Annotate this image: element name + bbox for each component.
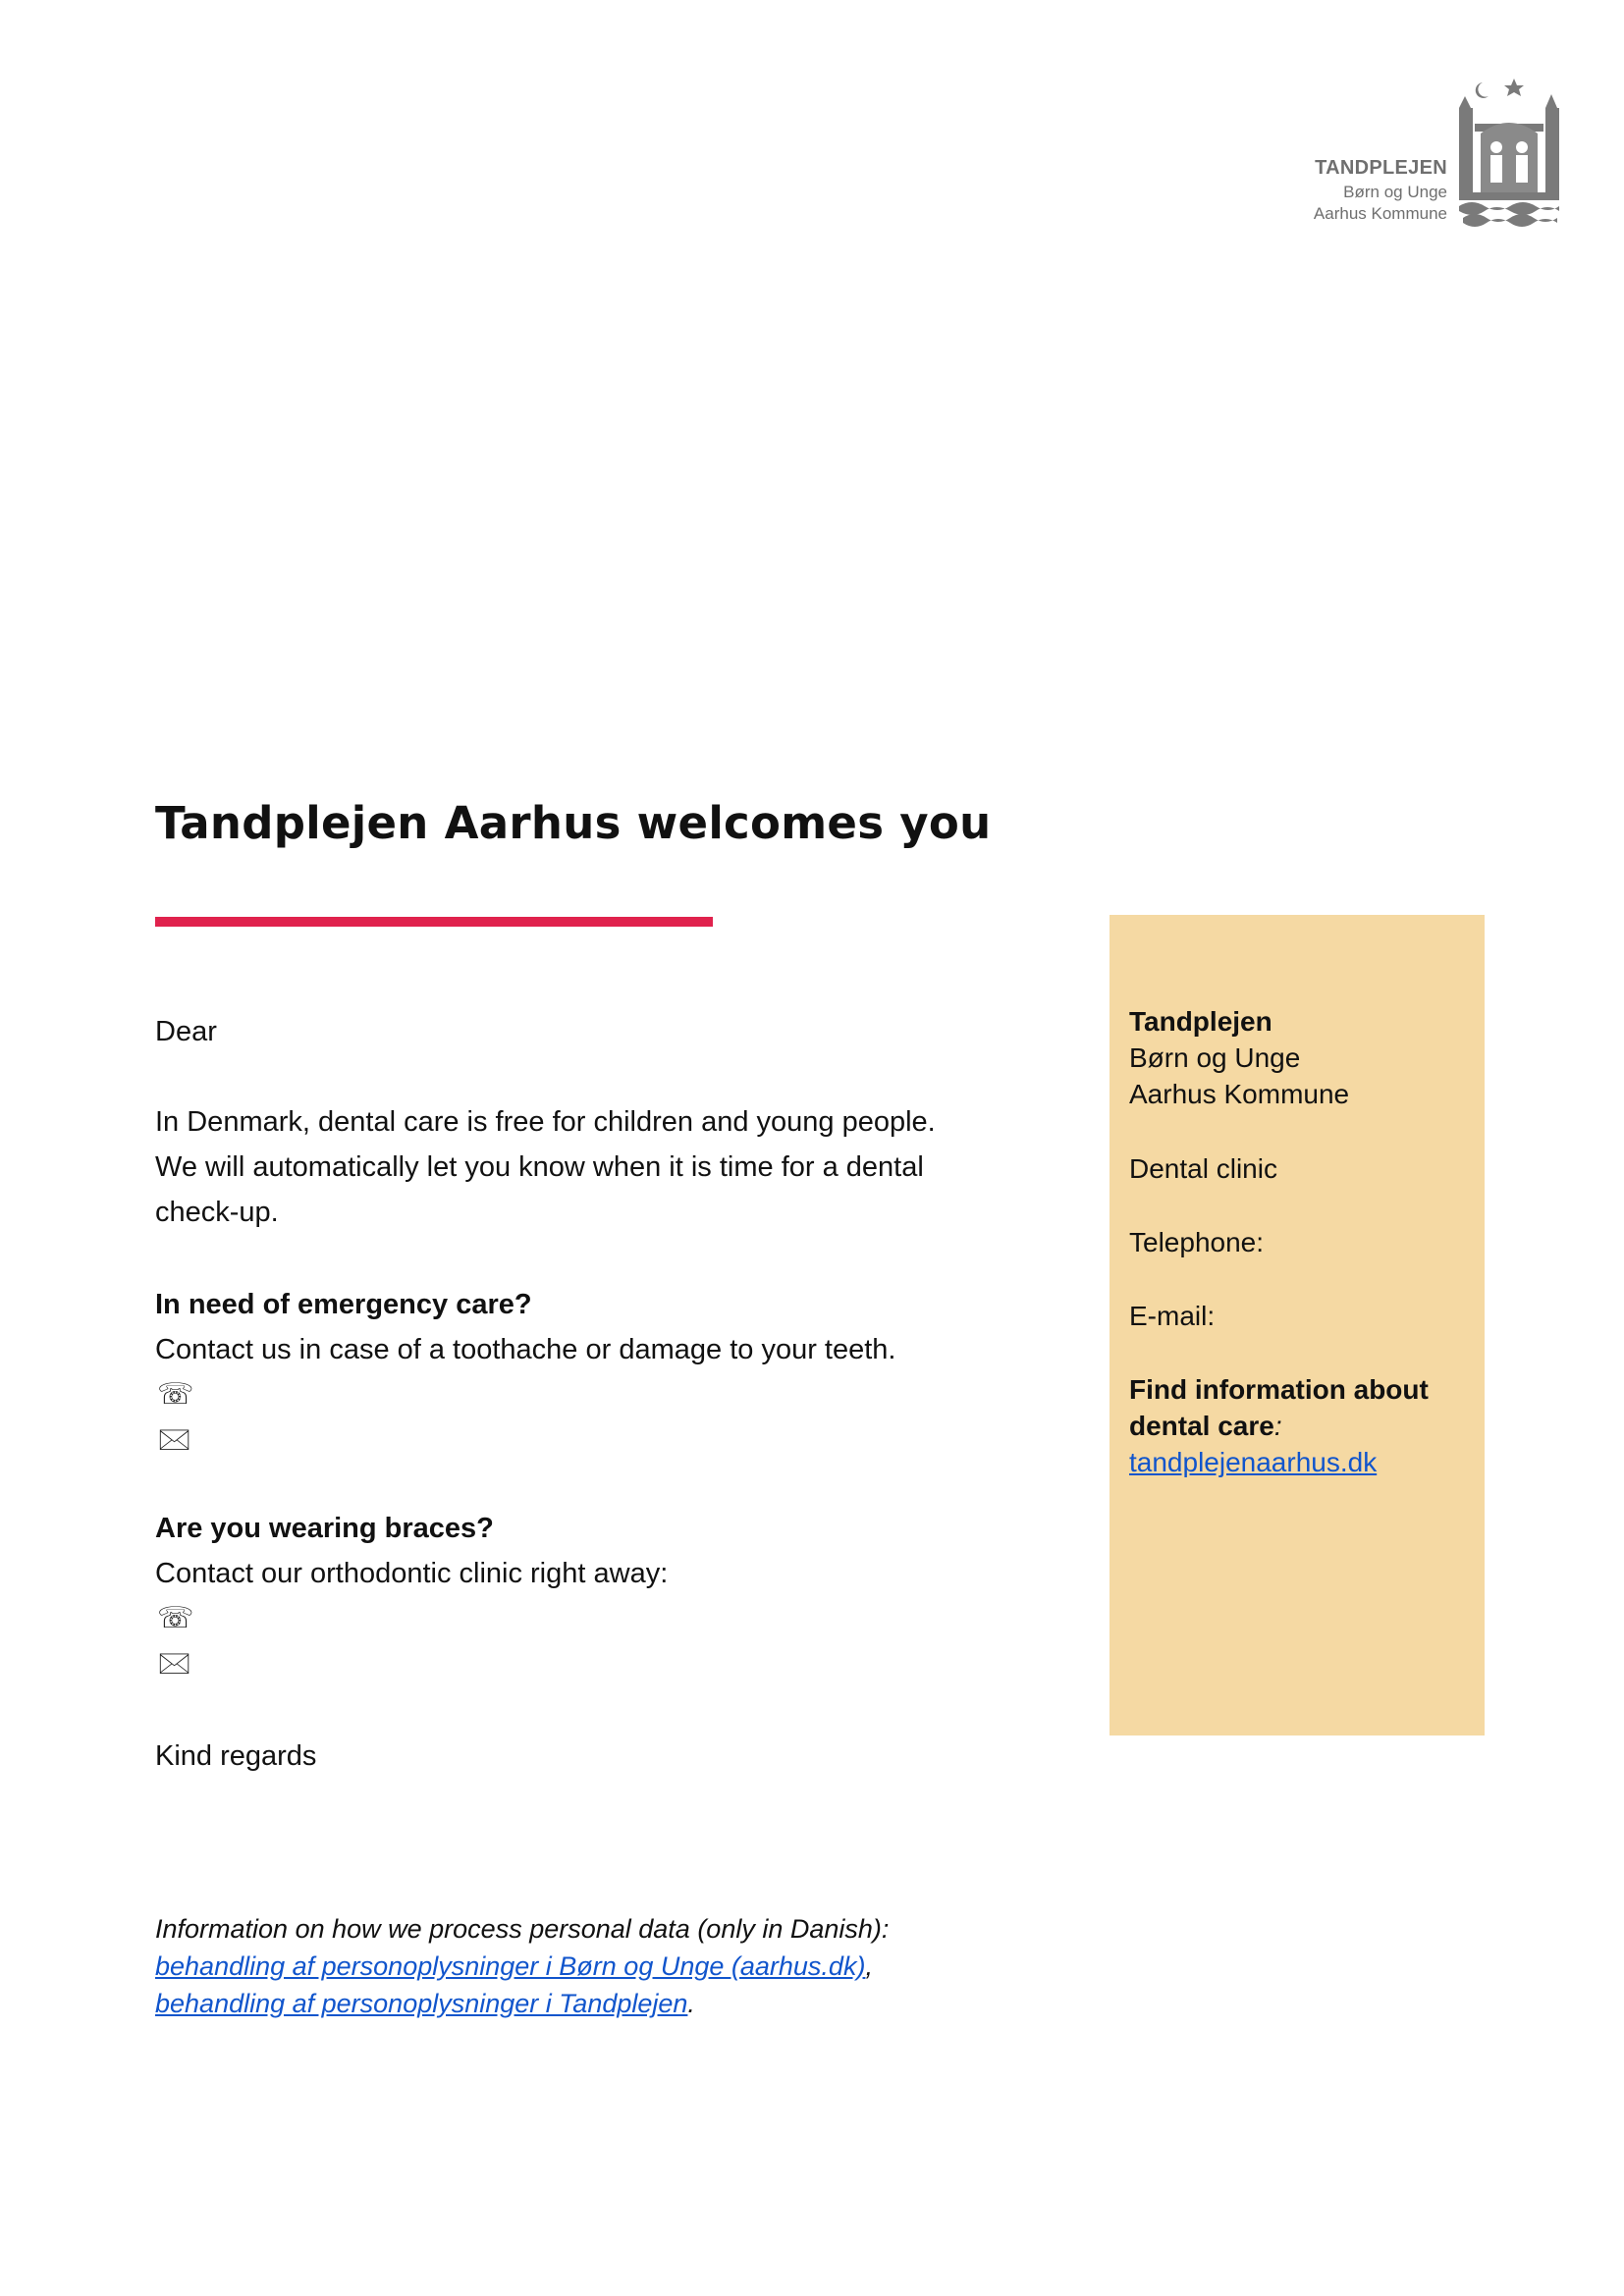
emergency-heading: In need of emergency care?: [155, 1289, 532, 1320]
sidebar-clinic-label: Dental clinic: [1129, 1153, 1277, 1184]
sidebar-info-colon: :: [1273, 1411, 1282, 1441]
sidebar-info-line-1: Find information about: [1129, 1374, 1429, 1405]
sidebar-email-label: E-mail:: [1129, 1301, 1216, 1331]
title-underline: [155, 917, 713, 927]
greeting: Dear: [155, 1016, 217, 1047]
intro-line-2: We will automatically let you know when it is time for a dental: [155, 1151, 924, 1183]
intro-line-3: check-up.: [155, 1197, 279, 1228]
aarhus-seal-icon: [1453, 77, 1569, 232]
telephone-icon: ☏: [157, 1377, 194, 1412]
logo-line-1: TANDPLEJEN: [1315, 157, 1447, 179]
emergency-text: Contact us in case of a toothache or damage to your teeth.: [155, 1334, 896, 1365]
website-link[interactable]: tandplejenaarhus.dk: [1129, 1447, 1378, 1477]
privacy-link-tandplejen[interactable]: behandling af personoplysninger i Tandplejen: [155, 1989, 688, 2018]
footer-info-text: Information on how we process personal data (only in Danish):: [155, 1914, 890, 1944]
sidebar-info-dental-care: dental care: [1129, 1411, 1274, 1441]
sidebar-org-line-3: Aarhus Kommune: [1129, 1079, 1350, 1109]
page-title: Tandplejen Aarhus welcomes you: [155, 797, 992, 849]
footer-link-2-line: [155, 1985, 889, 2022]
logo-line-2: Børn og Unge: [1343, 183, 1447, 201]
privacy-link-born-og-unge[interactable]: behandling af personoplysninger i Børn og Unge (aarhus.dk): [155, 1951, 866, 1981]
email-icon: 🖂: [157, 1646, 192, 1681]
sidebar-info-line-2: [1129, 1408, 1282, 1444]
sidebar-org-line-2: Børn og Unge: [1129, 1042, 1301, 1073]
contact-sidebar: [1110, 915, 1485, 1735]
email-icon: 🖂: [157, 1422, 192, 1457]
closing: Kind regards: [155, 1740, 317, 1772]
sidebar-org-name: Tandplejen: [1129, 1006, 1272, 1037]
braces-text: Contact our orthodontic clinic right away:: [155, 1558, 669, 1589]
logo-line-3: Aarhus Kommune: [1313, 204, 1447, 223]
braces-heading: Are you wearing braces?: [155, 1513, 494, 1544]
sidebar-telephone-label: Telephone:: [1129, 1227, 1265, 1257]
intro-line-1: In Denmark, dental care is free for children and young people.: [155, 1106, 936, 1138]
footer-link-1-line: [155, 1948, 889, 1985]
telephone-icon: ☏: [157, 1601, 194, 1635]
footer-link-2-suffix: .: [687, 1989, 695, 2018]
privacy-footer: [155, 1910, 889, 2022]
tandplejen-logo: [1284, 77, 1569, 234]
footer-link-1-suffix: ,: [865, 1951, 873, 1981]
